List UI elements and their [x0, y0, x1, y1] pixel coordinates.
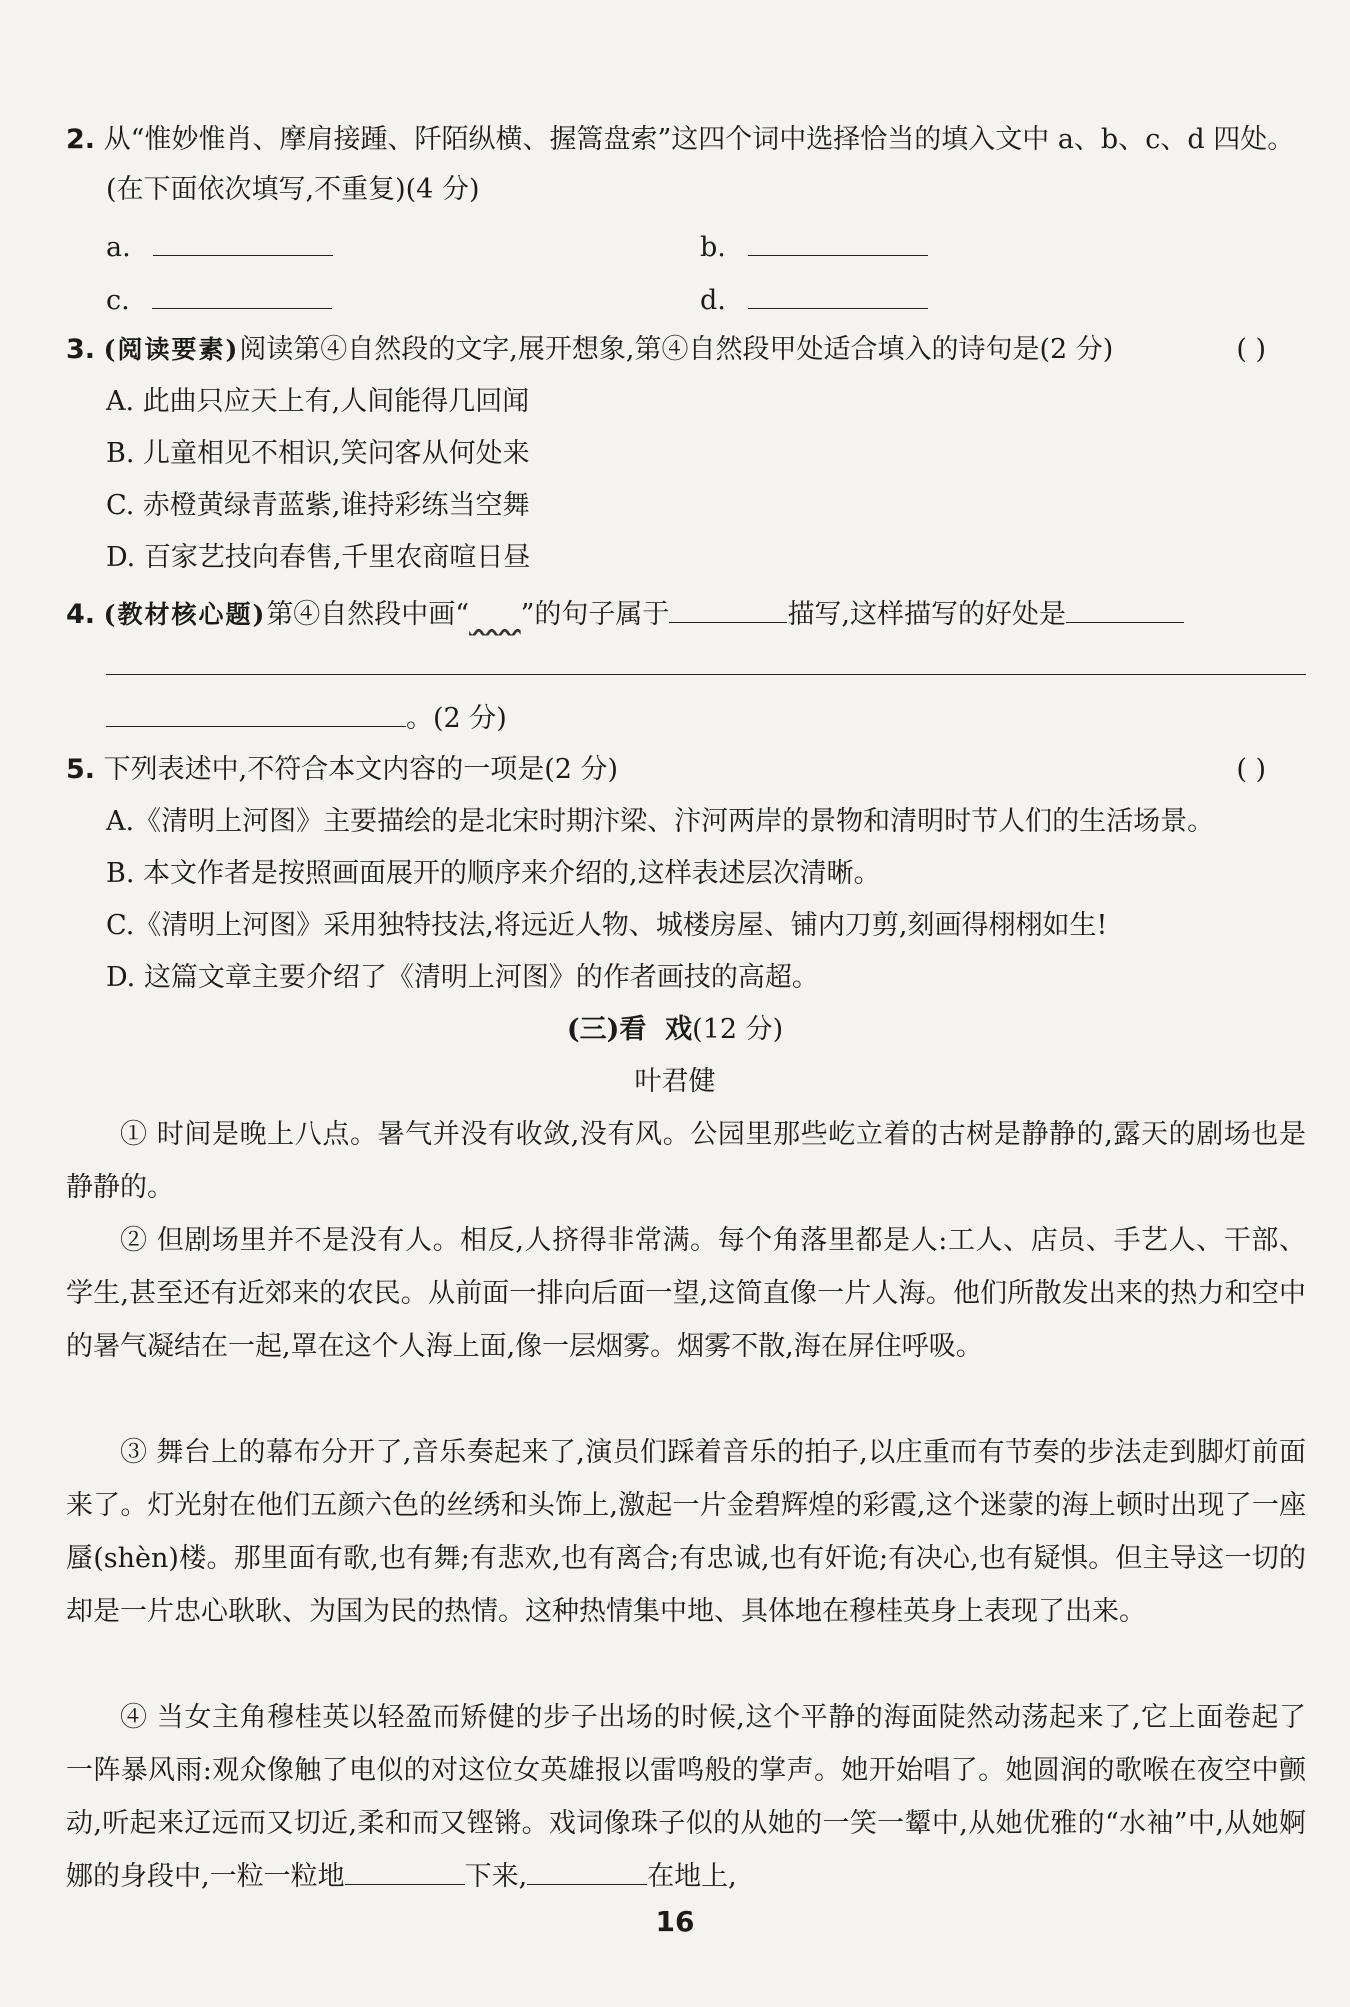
p4-blank-2[interactable]	[527, 1854, 647, 1885]
q2-label-c: c.	[106, 285, 130, 316]
q2-number: 2.	[66, 124, 96, 155]
q2-label-d: d.	[700, 285, 726, 316]
paragraph-4-text-c: 在地上,	[647, 1861, 737, 1892]
q5-number: 5.	[66, 754, 96, 785]
q2-answer-c	[106, 278, 332, 321]
q4-line1	[66, 592, 1306, 635]
q4-end: 。(2 分)	[406, 703, 507, 734]
q4-blank-1[interactable]	[669, 592, 787, 623]
q3-line	[66, 330, 1306, 370]
q5-option-d: D. 这篇文章主要介绍了《清明上河图》的作者画技的高超。	[106, 962, 819, 993]
q2-blank-d[interactable]	[748, 278, 928, 309]
paragraph-1: ① 时间是晚上八点。暑气并没有收敛,没有风。公园里那些屹立着的古树是静静的,露天的剧场也是静静的。	[66, 1119, 1306, 1203]
q5-option-a: A.《清明上河图》主要描绘的是北宋时期汴梁、汴河两岸的景物和清明时节人们的生活场景。	[106, 806, 1215, 837]
paragraph-3: ③ 舞台上的幕布分开了,音乐奏起来了,演员们踩着音乐的拍子,以庄重而有节奏的步法走到脚灯前面来了。灯光射在他们五颜六色的丝绣和头饰上,激起一片金碧辉煌的彩霞,这个迷蒙的海上顿时出现了一座蜃(shèn)楼。那里面有歌,也有舞;有悲欢,也有离合;有忠诚,也有奸诡;有决心,也有疑惧。但主导这一切的却是一片忠心耿耿、为国为民的热情。这种热情集中地、具体地在穆桂英身上表现了出来。	[66, 1437, 1306, 1627]
paragraph-4-text-a: ④ 当女主角穆桂英以轻盈而矫健的步子出场的时候,这个平静的海面陡然动荡起来了,它上面卷起了一阵暴风雨:观众像触了电似的对这位女英雄报以雷鸣般的掌声。她开始唱了。她圆润的歌喉在夜空中颤动,听起来辽远而又切近,柔和而又铿锵。戏词像珠子似的从她的一笑一颦中,从她优雅的“水袖”中,从她婀娜的身段中,一粒一粒地	[66, 1702, 1306, 1892]
q2-text: 从“惟妙惟肖、摩肩接踵、阡陌纵横、握篙盘索”这四个词中选择恰当的填入文中 a、b、c、d 四处。	[103, 124, 1295, 155]
q5-option-c: C.《清明上河图》采用独特技法,将远近人物、城楼房屋、铺内刀剪,刻画得栩栩如生!	[106, 910, 1108, 941]
q2-blank-a[interactable]	[153, 225, 333, 256]
q3-option-a: A. 此曲只应天上有,人间能得几回闻	[106, 386, 530, 417]
section-title-text: (三)看 戏	[566, 1014, 693, 1045]
q3-option-d: D. 百家艺技向春售,千里农商喧日昼	[106, 542, 531, 573]
q4-text-b: ”的句子属于	[520, 599, 670, 630]
section-score: (12 分)	[692, 1014, 784, 1045]
section-author: 叶君健	[634, 1066, 716, 1097]
page-number: 16	[655, 1905, 695, 1938]
q4-number: 4.	[66, 599, 96, 630]
q2-answer-b	[700, 225, 928, 268]
q3-answer-paren[interactable]: ( )	[1236, 334, 1266, 365]
q4-blank-3[interactable]	[106, 696, 406, 727]
q2-label-b: b.	[700, 232, 726, 263]
q4-text-a: 第④自然段中画“	[266, 599, 470, 630]
q2-line2	[106, 170, 1306, 210]
paragraph-4	[66, 1691, 1306, 1903]
q2-answer-d	[700, 278, 928, 321]
q3-tag: (阅读要素)	[103, 335, 240, 364]
q4-line3	[106, 696, 1306, 739]
q3-text: 阅读第④自然段的文字,展开想象,第④自然段甲处适合填入的诗句是(2 分)	[239, 334, 1114, 365]
q3-number: 3.	[66, 334, 96, 365]
q3-option-b: B. 儿童相见不相识,笑问客从何处来	[106, 438, 530, 469]
q4-wavy-marker	[469, 599, 521, 630]
q2-label-a: a.	[106, 232, 131, 263]
q4-blank-line[interactable]	[106, 674, 1306, 675]
q2-line1	[66, 120, 1306, 160]
paragraph-4-text-b: 下来,	[464, 1861, 528, 1892]
section-title	[66, 1010, 1284, 1050]
q2-text2: (在下面依次填写,不重复)(4 分)	[106, 174, 480, 205]
q4-blank-2[interactable]	[1066, 592, 1184, 623]
paragraph-2: ② 但剧场里并不是没有人。相反,人挤得非常满。每个角落里都是人:工人、店员、手艺人、干部、学生,甚至还有近郊来的农民。从前面一排向后面一望,这简直像一片人海。他们所散发出来的热力和空中的暑气凝结在一起,罩在这个人海上面,像一层烟雾。烟雾不散,海在屏住呼吸。	[66, 1225, 1306, 1362]
q5-answer-paren[interactable]: ( )	[1236, 754, 1266, 785]
q5-option-b: B. 本文作者是按照画面展开的顺序来介绍的,这样表述层次清晰。	[106, 858, 881, 889]
q2-blank-c[interactable]	[152, 278, 332, 309]
q5-line	[66, 750, 1306, 790]
q3-option-c: C. 赤橙黄绿青蓝紫,谁持彩练当空舞	[106, 490, 530, 521]
q2-answer-a	[106, 225, 333, 268]
q4-text-c: 描写,这样描写的好处是	[787, 599, 1067, 630]
q2-blank-b[interactable]	[748, 225, 928, 256]
p4-blank-1[interactable]	[345, 1854, 465, 1885]
q4-tag: (教材核心题)	[103, 600, 267, 629]
q5-text: 下列表述中,不符合本文内容的一项是(2 分)	[103, 754, 619, 785]
